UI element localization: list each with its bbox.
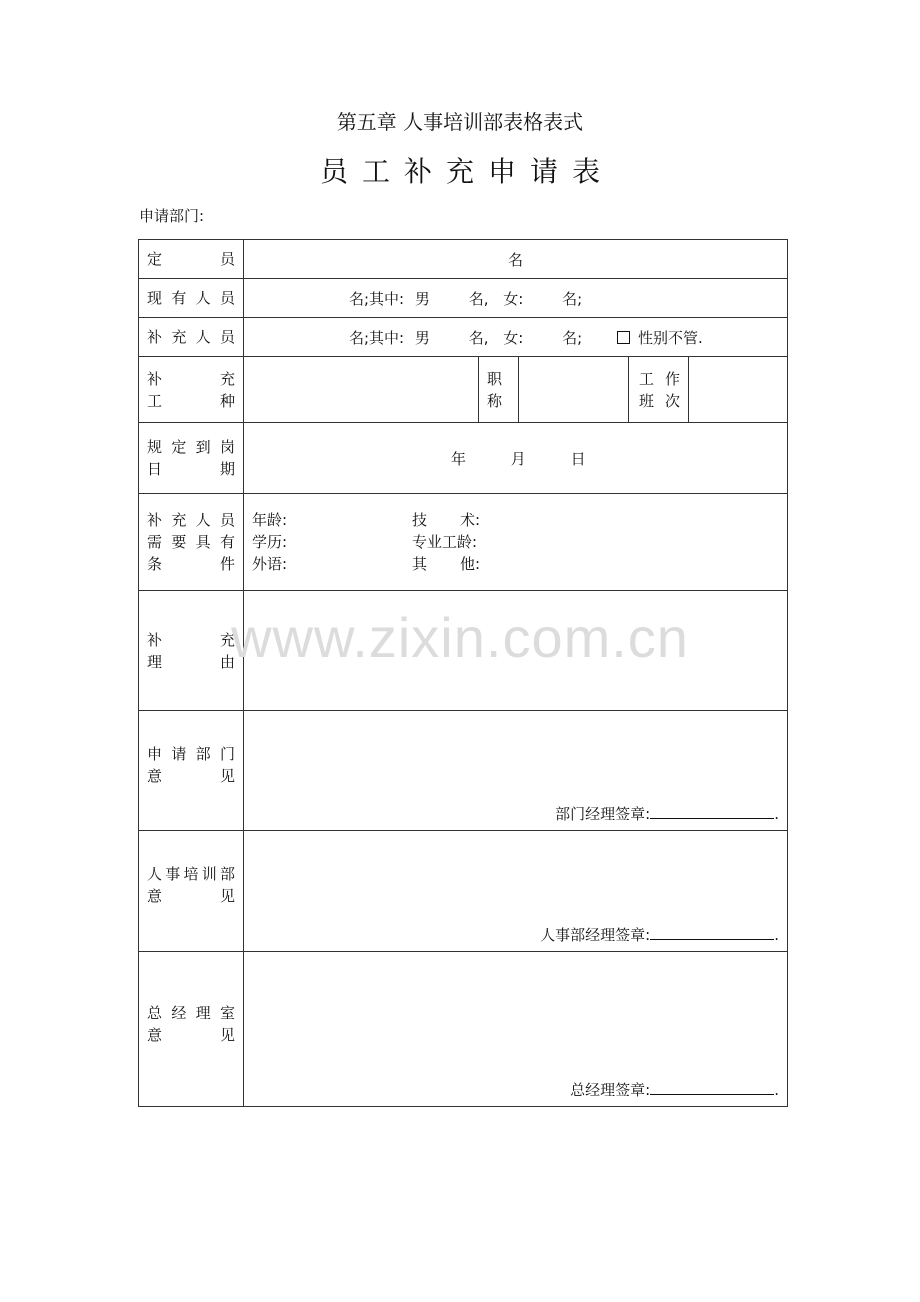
row-dept-opinion bbox=[139, 711, 788, 831]
gm-signature[interactable]: 总经理签章: . bbox=[570, 1081, 779, 1099]
hr-opinion-field[interactable] bbox=[244, 831, 788, 952]
row-current-staff bbox=[139, 279, 788, 318]
watermark: www.zixin.com.cn bbox=[231, 606, 689, 669]
label-job-title: 职 称 bbox=[479, 357, 519, 423]
label-work-type: 补 充 工 种 bbox=[139, 357, 244, 423]
row-quota bbox=[139, 240, 788, 279]
row-hr-opinion bbox=[139, 831, 788, 952]
label-dept-opinion: 申 请 部 门 意 见 bbox=[139, 711, 244, 831]
label-quota: 定 员 bbox=[139, 240, 244, 279]
skill-label: 技 术: bbox=[412, 511, 480, 529]
label-report-date: 规 定 到 岗 日 期 bbox=[139, 423, 244, 494]
dept-opinion-field[interactable] bbox=[244, 711, 788, 831]
row-supplement-staff bbox=[139, 318, 788, 357]
age-label: 年龄: bbox=[252, 511, 288, 529]
row-requirements bbox=[139, 494, 788, 591]
dept-manager-signature[interactable]: 部门经理签章: . bbox=[555, 805, 779, 823]
label-reason: 补 充 理 由 bbox=[139, 591, 244, 711]
label-current-staff: 现 有 人 员 bbox=[139, 279, 244, 318]
applying-department-label: 申请部门: bbox=[139, 207, 205, 225]
language-label: 外语: bbox=[252, 555, 288, 573]
gender-any-label: 性别不管. bbox=[637, 328, 703, 347]
gm-opinion-field[interactable] bbox=[244, 952, 788, 1107]
other-label: 其 他: bbox=[412, 555, 480, 573]
application-form-table bbox=[138, 239, 788, 1107]
work-shift-field[interactable] bbox=[689, 357, 788, 423]
current-staff-field[interactable]: 名;其中: 男 名, 女: 名; bbox=[244, 279, 788, 318]
reason-field[interactable] bbox=[244, 591, 788, 711]
supplement-staff-field[interactable]: 名;其中: 男 名, 女: 名; 性别不管. bbox=[244, 318, 788, 357]
experience-label: 专业工龄: bbox=[412, 533, 478, 551]
label-requirements: 补 充 人 员 需 要 具 有 条 件 bbox=[139, 494, 244, 591]
form-title: 员工补充申请表 bbox=[319, 155, 614, 188]
chapter-heading: 第五章 人事培训部表格表式 bbox=[336, 110, 584, 134]
requirements-field[interactable] bbox=[244, 494, 788, 591]
row-gm-opinion bbox=[139, 952, 788, 1107]
job-title-field[interactable] bbox=[519, 357, 629, 423]
label-supplement-staff: 补 充 人 员 bbox=[139, 318, 244, 357]
work-type-field[interactable] bbox=[244, 357, 479, 423]
quota-field[interactable]: 名 bbox=[244, 240, 788, 279]
label-gm-opinion: 总 经 理 室 意 见 bbox=[139, 952, 244, 1107]
hr-manager-signature[interactable]: 人事部经理签章: . bbox=[540, 926, 779, 944]
label-hr-opinion: 人 事 培 训 部 意 见 bbox=[139, 831, 244, 952]
row-report-date bbox=[139, 423, 788, 494]
label-work-shift: 工 作 班 次 bbox=[629, 357, 689, 423]
row-reason bbox=[139, 591, 788, 711]
education-label: 学历: bbox=[252, 533, 288, 551]
gender-any-checkbox[interactable] bbox=[617, 331, 630, 344]
row-work-type bbox=[139, 357, 788, 423]
report-date-field[interactable]: 年 月 日 bbox=[244, 423, 788, 494]
